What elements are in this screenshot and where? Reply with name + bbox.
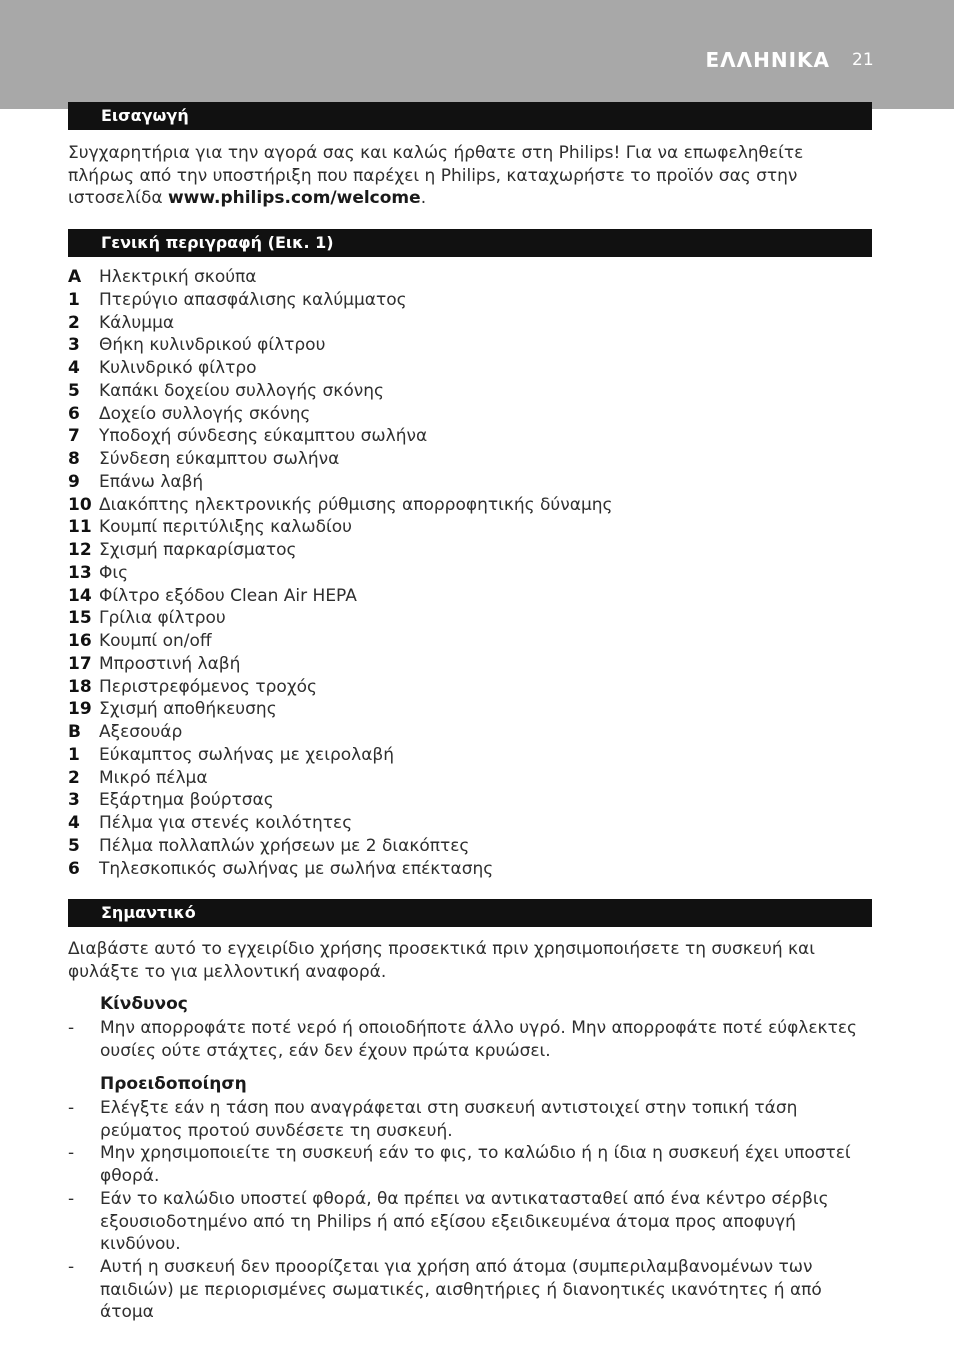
list-item: [68, 516, 874, 539]
list-item-number: 3: [68, 790, 80, 811]
list-item-label: Δοχείο συλλογής σκόνης: [99, 403, 311, 424]
list-item-label: Κουμπί on/off: [99, 631, 212, 651]
list-item-label: Πέλμα για στενές κοιλότητες: [99, 813, 353, 833]
list-item-label: Σχισμή παρκαρίσματος: [99, 540, 297, 560]
list-item-number: A: [68, 267, 82, 287]
list-item: [68, 539, 874, 562]
list-item-label: Υποδοχή σύνδεσης εύκαμπτου σωλήνα: [99, 426, 428, 447]
section-header-intro: [68, 102, 872, 130]
list-item-number: 4: [68, 358, 80, 378]
list-item-label: Καπάκι δοχείου συλλογής σκόνης: [99, 380, 384, 401]
list-item: [68, 767, 874, 790]
list-item: [68, 403, 874, 426]
list-item-label: Επάνω λαβή: [99, 471, 204, 492]
list-item: [68, 607, 874, 630]
list-item-number: 4: [68, 813, 80, 833]
list-item-label: Κυλινδρικό φίλτρο: [99, 358, 257, 378]
list-item-number: 6: [68, 858, 80, 879]
list-item: [68, 676, 874, 699]
intro-end: .: [420, 188, 427, 209]
bullet-dash: -: [68, 1098, 75, 1118]
list-item-number: 2: [68, 767, 80, 788]
list-item: [68, 744, 874, 767]
bullet-dash: -: [68, 1189, 75, 1209]
list-item-number: 19: [68, 699, 92, 720]
list-item-label: Τηλεσκοπικός σωλήνας με σωλήνα επέκτασης: [99, 858, 494, 879]
list-item-label: Πέλμα πολλαπλών χρήσεων με 2 διακόπτες: [99, 835, 470, 856]
list-item-number: 8: [68, 449, 80, 469]
list-item: [68, 380, 874, 403]
danger-heading: Κίνδυνος: [100, 994, 188, 1014]
header-band: [0, 0, 954, 109]
parts-list: [68, 266, 874, 880]
list-item: [68, 289, 874, 312]
list-item-label: Εξάρτημα βούρτσας: [99, 790, 274, 811]
warning-item: [68, 1256, 874, 1324]
warning-item: [68, 1188, 874, 1256]
list-item-label: Μικρό πέλμα: [99, 767, 208, 788]
list-item-number: 15: [68, 608, 92, 629]
intro-text: Συγχαρητήρια για την αγορά σας και καλώς ήρθατε στη Philips! Για να επωφεληθείτε πλήρως από την υποστήριξη που παρέχει η Philips, καταχωρήστε το προϊόν σας στην ιστοσελίδα: [68, 143, 804, 209]
danger-item-text: Μην απορροφάτε ποτέ νερό ή οποιοδήποτε άλλο υγρό. Μην απορροφάτε ποτέ εύφλεκτες ουσίες ούτε στάχτες, εάν δεν έχουν πρώτα κρυώσει.: [100, 1018, 857, 1061]
list-item-label: Γρίλια φίλτρου: [99, 608, 226, 629]
language-title: ΕΛΛΗΝΙΚΑ: [705, 48, 830, 72]
list-item-number: 12: [68, 540, 92, 560]
list-item-number: 2: [68, 312, 80, 333]
list-item: [68, 266, 874, 289]
warning-item-text: Μην χρησιμοποιείτε τη συσκευή εάν το φις, το καλώδιο ή η ίδια η συσκευή έχει υποστεί φθορά.: [100, 1143, 851, 1186]
list-item-number: 6: [68, 403, 80, 424]
warning-item: [68, 1142, 874, 1187]
bullet-dash: -: [68, 1257, 75, 1277]
list-item-number: 5: [68, 835, 80, 856]
list-item: [68, 721, 874, 744]
list-item-number: 1: [68, 289, 80, 310]
list-item: [68, 858, 874, 881]
list-item-number: 18: [68, 676, 92, 697]
list-item: [68, 448, 874, 471]
warning-heading: Προειδοποίηση: [100, 1074, 247, 1094]
list-item-number: 7: [68, 426, 80, 447]
section-title-intro: Εισαγωγή: [101, 106, 189, 125]
section-header-general-description: [68, 229, 872, 257]
welcome-link[interactable]: www.philips.com/welcome: [167, 188, 421, 209]
list-item: [68, 812, 874, 835]
list-item-label: Φίλτρο εξόδου Clean Air HEPA: [99, 585, 357, 606]
list-item-label: Σύνδεση εύκαμπτου σωλήνα: [99, 449, 340, 469]
list-item: [68, 312, 874, 335]
section-title-general-description: Γενική περιγραφή (Εικ. 1): [101, 233, 334, 252]
list-item-label: Φις: [99, 562, 129, 583]
important-intro: Διαβάστε αυτό το εγχειρίδιο χρήσης προσεκτικά πριν χρησιμοποιήσετε τη συσκευή και φυλάξτε το για μελλοντική αναφορά.: [68, 939, 815, 982]
list-item: [68, 698, 874, 721]
warning-item-text: Αυτή η συσκευή δεν προορίζεται για χρήση από άτομα (συμπεριλαμβανομένων των παιδιών) με περιορισμένες σωματικές, αισθητήριες ή διανοητικές ικανότητες ή από άτομα: [100, 1257, 822, 1323]
list-item: [68, 585, 874, 608]
bullet-dash: -: [68, 1018, 75, 1038]
list-item-label: Περιστρεφόμενος τροχός: [99, 676, 318, 697]
list-item-label: Αξεσουάρ: [99, 722, 183, 742]
danger-item: [68, 1017, 874, 1062]
list-item-label: Κουμπί περιτύλιξης καλωδίου: [99, 517, 352, 538]
bullet-dash: -: [68, 1143, 75, 1163]
intro-paragraph: [68, 142, 874, 210]
list-item: [68, 425, 874, 448]
list-item-number: 9: [68, 471, 80, 492]
list-item: [68, 494, 874, 517]
list-item: [68, 562, 874, 585]
warning-item: [68, 1097, 874, 1142]
section-title-important: Σημαντικό: [101, 903, 196, 922]
section-header-important: [68, 899, 872, 927]
list-item-label: Διακόπτης ηλεκτρονικής ρύθμισης απορροφητικής δύναμης: [99, 494, 613, 515]
list-item: [68, 334, 874, 357]
list-item-label: Θήκη κυλινδρικού φίλτρου: [99, 335, 326, 356]
list-item-number: 16: [68, 631, 92, 651]
warning-item-text: Ελέγξτε εάν η τάση που αναγράφεται στη συσκευή αντιστοιχεί στην τοπική τάση ρεύματος προτού συνδέσετε τη συσκευή.: [100, 1098, 798, 1141]
list-item: [68, 835, 874, 858]
list-item-label: Ηλεκτρική σκούπα: [99, 267, 257, 287]
list-item-number: 5: [68, 380, 80, 401]
list-item-number: 10: [68, 494, 92, 515]
list-item: [68, 357, 874, 380]
list-item-label: Κάλυμμα: [99, 312, 175, 333]
list-item-number: 13: [68, 562, 92, 583]
list-item: [68, 471, 874, 494]
list-item-label: Σχισμή αποθήκευσης: [99, 699, 277, 720]
warning-item-text: Εάν το καλώδιο υποστεί φθορά, θα πρέπει να αντικατασταθεί από ένα κέντρο σέρβις εξουσιοδοτημένο από τη Philips ή από εξίσου εξειδικευμένα άτομα προς αποφυγή κινδύνου.: [100, 1189, 829, 1255]
list-item: [68, 630, 874, 653]
list-item-label: Εύκαμπτος σωλήνας με χειρολαβή: [99, 744, 395, 765]
list-item: [68, 789, 874, 812]
list-item-number: 14: [68, 585, 92, 606]
list-item-number: 3: [68, 335, 80, 356]
page-number: 21: [852, 50, 874, 70]
list-item-label: Μπροστινή λαβή: [99, 653, 241, 674]
list-item-number: 1: [68, 744, 80, 765]
list-item-number: 11: [68, 517, 92, 538]
list-item: [68, 653, 874, 676]
list-item-number: 17: [68, 653, 92, 674]
list-item-label: Πτερύγιο απασφάλισης καλύμματος: [99, 289, 407, 310]
list-item-number: B: [68, 722, 81, 742]
